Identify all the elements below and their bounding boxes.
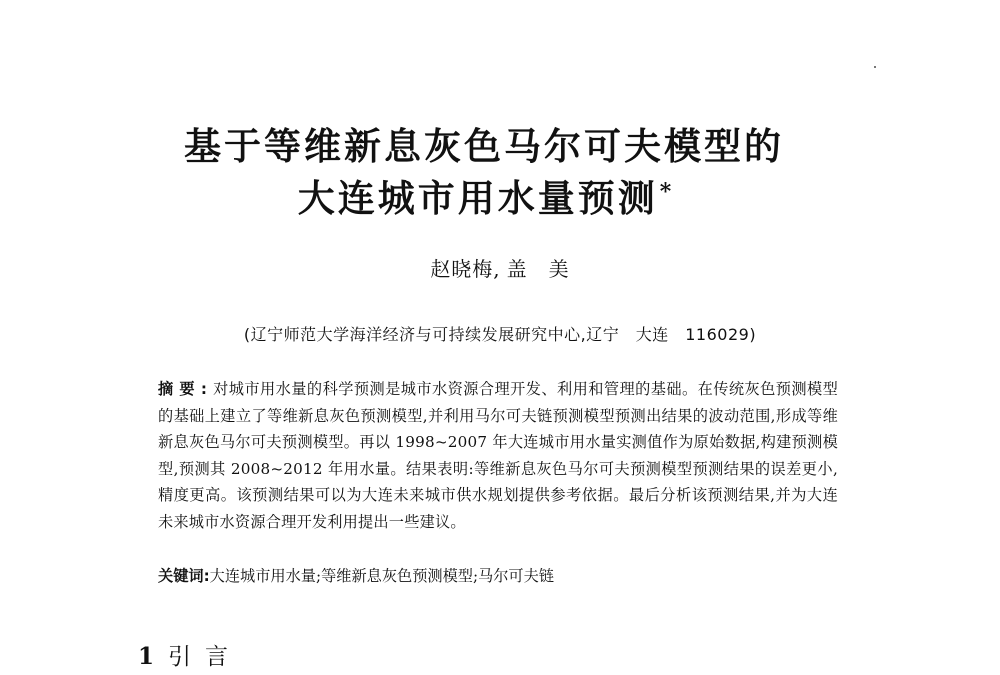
title-footnote-mark: *	[659, 179, 675, 205]
paper-title-line-2-text: 大连城市用水量预测	[297, 176, 658, 220]
abstract-paragraph	[158, 376, 838, 535]
section-number: 1	[138, 643, 155, 670]
section-title: 引言	[168, 644, 243, 670]
abstract-label: 摘要:	[158, 380, 213, 398]
keywords-line	[158, 563, 838, 589]
author-1: 赵晓梅,	[430, 257, 501, 281]
keywords-text: 大连城市用水量;等维新息灰色预测模型;马尔可夫链	[209, 567, 554, 585]
author-line	[0, 256, 1000, 282]
paper-title-line-2	[0, 176, 986, 220]
author-2: 盖 美	[506, 257, 570, 281]
paper-title-line-1: 基于等维新息灰色马尔可夫模型的	[184, 124, 784, 168]
affiliation: (辽宁师范大学海洋经济与可持续发展研究中心,辽宁 大连 116029)	[243, 325, 757, 344]
abstract-text: 对城市用水量的科学预测是城市水资源合理开发、利用和管理的基础。在传统灰色预测模型的基础上建立了等维新息灰色预测模型,并利用马尔可夫链预测模型预测出结果的波动范围,形成等维新息灰色马尔可夫预测模型。再以 1998~2007 年大连城市用水量实测值作为原始数据,构建预测模型,预测其 2008~2012 年用水量。结果表明:等维新息灰色马尔可夫预测模型预测结果的误差更小,精度更高。该预测结果可以为大连未来城市供水规划提供参考依据。最后分析该预测结果,并为大连未来城市水资源合理开发利用提出一些建议。	[158, 380, 839, 531]
scan-speck	[874, 66, 876, 68]
section-heading	[138, 642, 242, 672]
keywords-label: 关键词:	[158, 567, 210, 585]
